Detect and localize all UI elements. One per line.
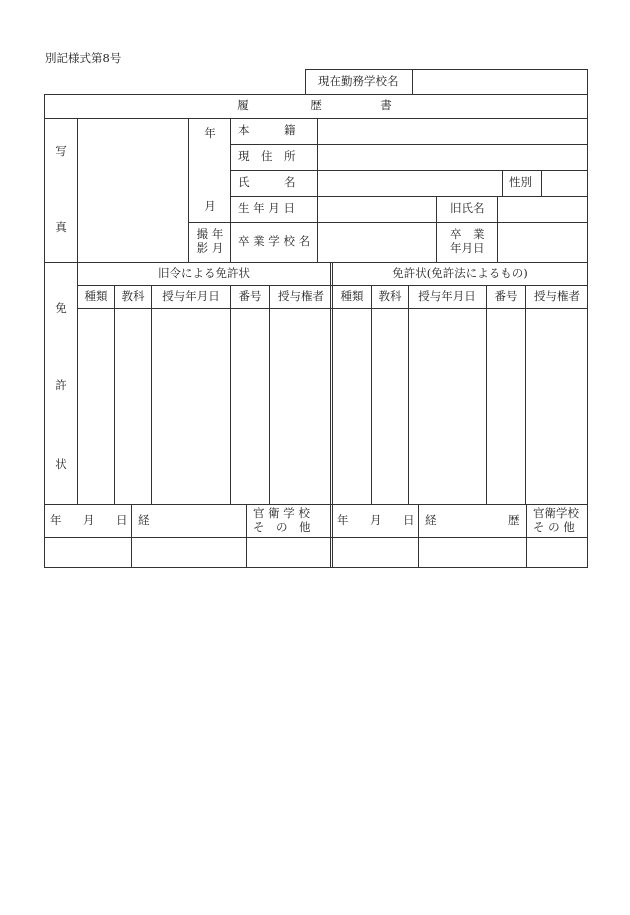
license-side-char-3: 状 bbox=[55, 457, 67, 471]
shot-month-label: 月 bbox=[204, 199, 216, 213]
honseki-label: 本 籍 bbox=[238, 123, 296, 137]
rule bbox=[230, 285, 231, 504]
old-col-grantor: 授与権者 bbox=[278, 289, 324, 303]
rule bbox=[436, 196, 437, 262]
hist-right-school-2: そ の 他 bbox=[533, 520, 575, 534]
rule bbox=[269, 285, 270, 504]
title-char-3: 書 bbox=[380, 98, 392, 112]
new-col-date: 授与年月日 bbox=[418, 289, 476, 303]
rule bbox=[587, 94, 588, 567]
form-number: 別記様式第8号 bbox=[45, 51, 122, 65]
license-side-char-1: 免 bbox=[55, 301, 67, 315]
school-label: 現在勤務学校名 bbox=[318, 74, 399, 88]
rule bbox=[44, 262, 588, 263]
rule bbox=[151, 285, 152, 504]
rule bbox=[44, 94, 588, 95]
hist-right-career-1: 経 bbox=[425, 513, 437, 527]
rule bbox=[412, 69, 413, 94]
rule bbox=[230, 196, 588, 197]
former-name-label: 旧氏名 bbox=[450, 201, 485, 215]
hist-right-year: 年 bbox=[337, 513, 349, 527]
rule bbox=[44, 94, 45, 567]
rule bbox=[525, 285, 526, 504]
license-side-char-2: 許 bbox=[55, 378, 67, 392]
graduated-school-label: 卒 業 学 校 名 bbox=[238, 234, 311, 248]
rule bbox=[44, 504, 588, 505]
rule bbox=[188, 118, 189, 262]
rule bbox=[305, 69, 588, 70]
address-label: 現 住 所 bbox=[238, 149, 296, 163]
shot-year-label: 年 bbox=[204, 126, 216, 140]
hist-left-month: 月 bbox=[83, 513, 95, 527]
name-label: 氏 名 bbox=[238, 175, 296, 189]
rule bbox=[77, 118, 78, 504]
rule bbox=[114, 285, 115, 504]
rule bbox=[408, 285, 409, 504]
hist-right-day: 日 bbox=[403, 513, 415, 527]
hist-left-school-1: 官 衛 学 校 bbox=[253, 506, 310, 520]
rule bbox=[526, 504, 527, 567]
old-col-subject: 教科 bbox=[121, 289, 145, 303]
photo-label-bottom: 真 bbox=[55, 220, 67, 234]
rule bbox=[44, 567, 588, 568]
hist-right-career-2: 歴 bbox=[508, 513, 520, 527]
title-char-1: 履 bbox=[237, 98, 249, 112]
new-col-grantor: 授与権者 bbox=[534, 289, 580, 303]
old-col-date: 授与年月日 bbox=[162, 289, 220, 303]
hist-left-day: 日 bbox=[116, 513, 128, 527]
old-col-type: 種類 bbox=[84, 289, 108, 303]
new-col-number: 番号 bbox=[494, 289, 518, 303]
rule bbox=[44, 537, 588, 538]
shot-caption-1: 撮 年 bbox=[196, 227, 224, 241]
hist-left-year: 年 bbox=[50, 513, 62, 527]
rule bbox=[418, 504, 419, 567]
rule bbox=[330, 262, 331, 567]
rule bbox=[502, 170, 503, 196]
hist-left-school-2: そ の 他 bbox=[253, 520, 311, 534]
rule bbox=[541, 170, 542, 196]
hist-right-school-1: 官衛学校 bbox=[533, 506, 579, 520]
new-license-header: 免許状(免許法によるもの) bbox=[392, 266, 528, 280]
rule bbox=[230, 144, 588, 145]
rule bbox=[371, 285, 372, 504]
photo-label-top: 写 bbox=[55, 144, 67, 158]
rule bbox=[486, 285, 487, 504]
rule bbox=[332, 262, 333, 567]
old-col-number: 番号 bbox=[238, 289, 262, 303]
rule bbox=[497, 196, 498, 262]
grad-date-label-1: 卒 業 bbox=[450, 227, 485, 241]
old-license-header: 旧令による免許状 bbox=[158, 266, 250, 280]
rule bbox=[587, 69, 588, 94]
hist-left-career: 経 bbox=[138, 513, 150, 527]
rule bbox=[230, 118, 231, 262]
rule bbox=[131, 504, 132, 567]
rule bbox=[230, 170, 588, 171]
shot-caption-2: 影 月 bbox=[196, 241, 224, 255]
grad-date-label-2: 年月日 bbox=[450, 241, 485, 255]
title-char-2: 歴 bbox=[310, 98, 322, 112]
birthdate-label: 生 年 月 日 bbox=[238, 201, 295, 215]
rule bbox=[44, 118, 588, 119]
rule bbox=[188, 222, 588, 223]
new-col-subject: 教科 bbox=[378, 289, 402, 303]
hist-right-month: 月 bbox=[370, 513, 382, 527]
new-col-type: 種類 bbox=[340, 289, 364, 303]
rule bbox=[246, 504, 247, 567]
rule bbox=[317, 118, 318, 262]
rule bbox=[305, 69, 306, 94]
gender-label: 性別 bbox=[509, 175, 532, 189]
